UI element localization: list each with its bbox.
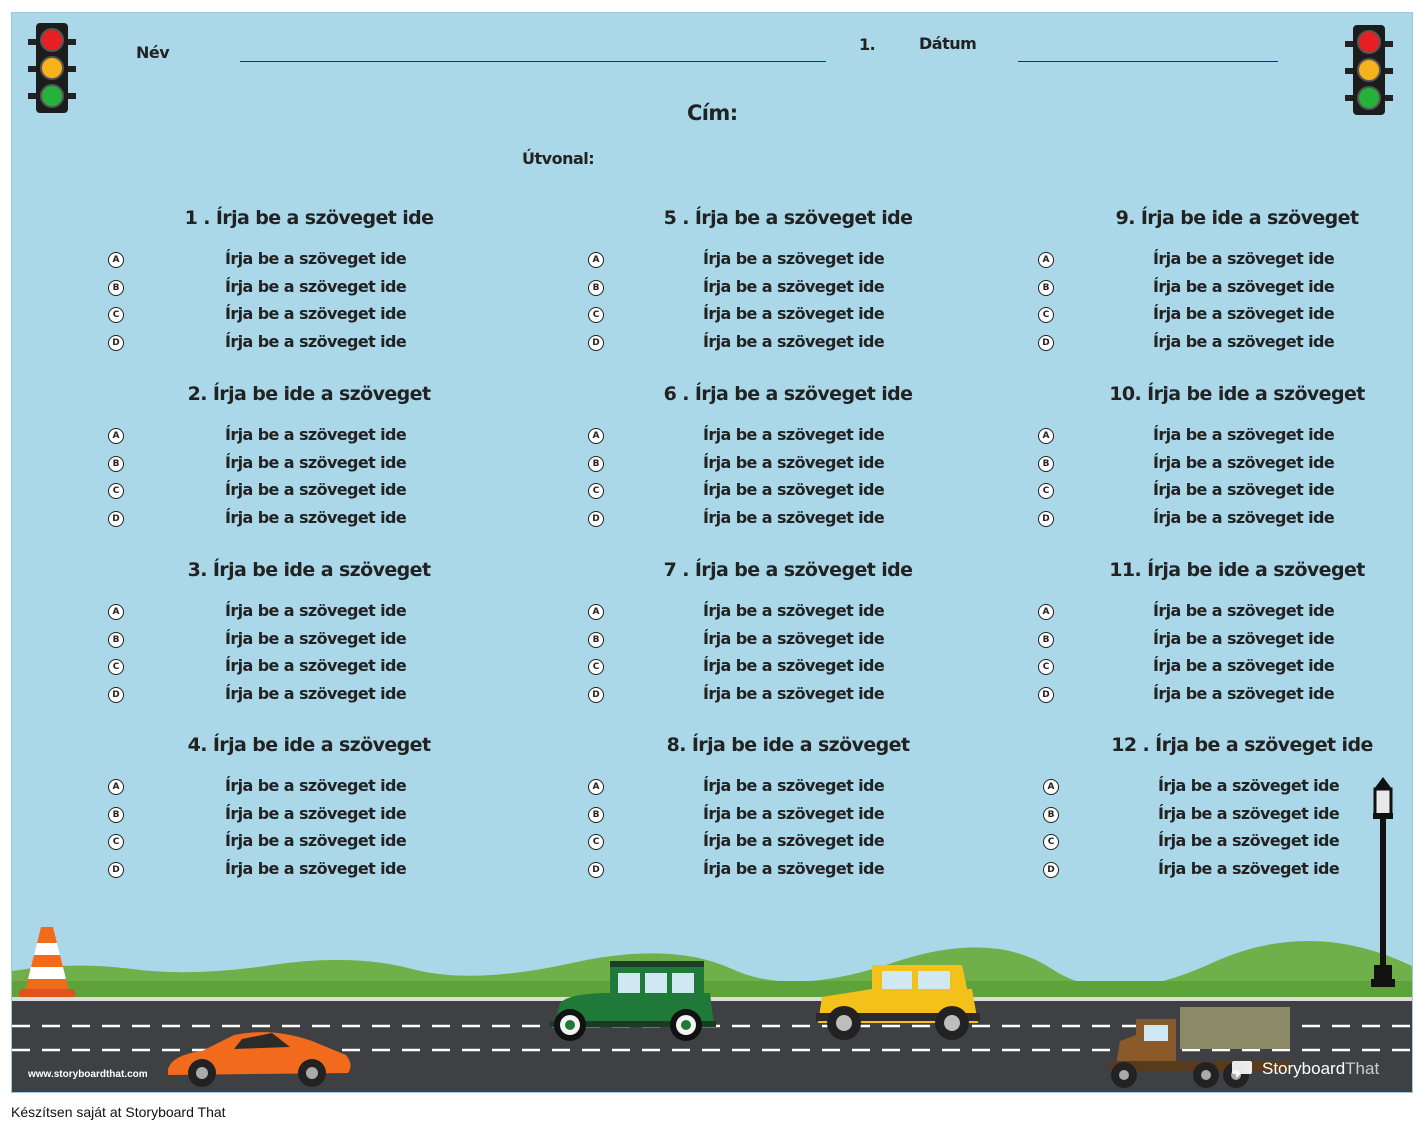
answer-option-text: Írja be a szöveget ide (225, 249, 407, 268)
answer-option-text: Írja be a szöveget ide (225, 304, 407, 324)
answer-option-text: Írja be a szöveget ide (225, 859, 407, 879)
answer-bubble-c[interactable]: C (588, 834, 604, 850)
answer-option-text: Írja be a szöveget ide (703, 601, 885, 620)
answer-bubble-b[interactable]: B (1043, 807, 1059, 823)
answer-option-text: Írja be a szöveget ide (703, 452, 885, 472)
answer-bubble-c[interactable]: C (108, 307, 124, 323)
answer-bubble-a[interactable]: A (108, 252, 124, 268)
question-title: 1 . Írja be a szöveget ide (184, 207, 434, 229)
answer-option-text: Írja be a szöveget ide (1153, 628, 1335, 648)
answer-option-text: Írja be a szöveget ide (225, 776, 407, 795)
answer-bubble-a[interactable]: A (108, 428, 124, 444)
answer-option-text: Írja be a szöveget ide (703, 249, 885, 268)
answer-option-text: Írja be a szöveget ide (225, 480, 407, 500)
answer-bubble-d[interactable]: D (108, 335, 124, 351)
answer-bubble-d[interactable]: D (588, 687, 604, 703)
answer-bubble-c[interactable]: C (1038, 659, 1054, 675)
answer-bubble-d[interactable]: D (1038, 511, 1054, 527)
answer-option-text: Írja be a szöveget ide (1158, 803, 1340, 823)
answer-bubble-d[interactable]: D (1043, 862, 1059, 878)
route-label: Útvonal: (522, 149, 595, 168)
answer-bubble-c[interactable]: C (588, 483, 604, 499)
answer-option-text: Írja be a szöveget ide (1153, 425, 1335, 444)
answer-option-text: Írja be a szöveget ide (703, 425, 885, 444)
answer-option-text: Írja be a szöveget ide (703, 304, 885, 324)
answer-bubble-d[interactable]: D (588, 335, 604, 351)
answer-option-text: Írja be a szöveget ide (225, 332, 407, 352)
question-title: 9. Írja be ide a szöveget (1115, 207, 1359, 229)
answer-bubble-b[interactable]: B (108, 807, 124, 823)
answer-bubble-c[interactable]: C (1038, 483, 1054, 499)
answer-option-text: Írja be a szöveget ide (1153, 276, 1335, 296)
brand-storyboard: Storyboard (1262, 1059, 1346, 1078)
answer-option-text: Írja be a szöveget ide (1153, 684, 1335, 704)
answer-option-text: Írja be a szöveget ide (225, 276, 407, 296)
question-title: 11. Írja be ide a szöveget (1109, 559, 1365, 581)
answer-bubble-a[interactable]: A (588, 428, 604, 444)
question-title: 10. Írja be ide a szöveget (1109, 383, 1365, 405)
answer-option-text: Írja be a szöveget ide (1158, 859, 1340, 879)
answer-bubble-a[interactable]: A (108, 779, 124, 795)
answer-option-text: Írja be a szöveget ide (703, 684, 885, 704)
answer-bubble-a[interactable]: A (588, 779, 604, 795)
answer-option-text: Írja be a szöveget ide (1153, 508, 1335, 528)
traffic-cone-icon (19, 925, 75, 1001)
answer-option-text: Írja be a szöveget ide (1153, 601, 1335, 620)
answer-bubble-d[interactable]: D (588, 511, 604, 527)
yellow-jeep-icon (812, 959, 984, 1043)
answer-option-text: Írja be a szöveget ide (1153, 452, 1335, 472)
footer-credit: Készítsen saját at Storyboard That (11, 1104, 226, 1120)
street-lamp-icon (1367, 775, 1399, 990)
answer-bubble-a[interactable]: A (1038, 252, 1054, 268)
answer-option-text: Írja be a szöveget ide (225, 656, 407, 676)
answer-bubble-b[interactable]: B (588, 456, 604, 472)
traffic-light-left-icon (18, 21, 86, 117)
answer-option-text: Írja be a szöveget ide (703, 508, 885, 528)
answer-option-text: Írja be a szöveget ide (703, 276, 885, 296)
answer-bubble-d[interactable]: D (1038, 335, 1054, 351)
speech-bubble-icon (1230, 1059, 1254, 1079)
answer-bubble-b[interactable]: B (588, 807, 604, 823)
answer-option-text: Írja be a szöveget ide (225, 831, 407, 851)
answer-option-text: Írja be a szöveget ide (225, 803, 407, 823)
answer-option-text: Írja be a szöveget ide (225, 601, 407, 620)
answer-bubble-c[interactable]: C (1038, 307, 1054, 323)
answer-bubble-c[interactable]: C (588, 659, 604, 675)
answer-bubble-c[interactable]: C (108, 483, 124, 499)
answer-bubble-a[interactable]: A (588, 604, 604, 620)
answer-bubble-a[interactable]: A (588, 252, 604, 268)
answer-option-text: Írja be a szöveget ide (225, 508, 407, 528)
answer-option-text: Írja be a szöveget ide (703, 656, 885, 676)
traffic-light-right-icon (1335, 23, 1403, 119)
answer-bubble-d[interactable]: D (1038, 687, 1054, 703)
storyboardthat-logo (1230, 1059, 1379, 1079)
answer-option-text: Írja be a szöveget ide (1153, 249, 1335, 268)
orange-sports-car-icon (162, 1025, 354, 1089)
answer-option-text: Írja be a szöveget ide (1153, 480, 1335, 500)
question-title: 4. Írja be ide a szöveget (187, 734, 431, 756)
answer-option-text: Írja be a szöveget ide (1158, 831, 1340, 851)
answer-option-text: Írja be a szöveget ide (703, 831, 885, 851)
storyboardthat-url: www.storyboardthat.com (28, 1069, 148, 1080)
answer-bubble-b[interactable]: B (108, 280, 124, 296)
name-line[interactable] (240, 61, 826, 62)
brand-that: That (1345, 1059, 1380, 1078)
answer-bubble-d[interactable]: D (588, 862, 604, 878)
answer-option-text: Írja be a szöveget ide (225, 452, 407, 472)
question-title: 2. Írja be ide a szöveget (187, 383, 431, 405)
answer-option-text: Írja be a szöveget ide (1153, 332, 1335, 352)
answer-bubble-b[interactable]: B (1038, 456, 1054, 472)
answer-option-text: Írja be a szöveget ide (703, 776, 885, 795)
sheet-number: 1. (859, 35, 876, 54)
answer-option-text: Írja be a szöveget ide (225, 684, 407, 704)
answer-option-text: Írja be a szöveget ide (703, 859, 885, 879)
answer-bubble-a[interactable]: A (1038, 428, 1054, 444)
answer-option-text: Írja be a szöveget ide (1158, 776, 1340, 795)
date-line[interactable] (1018, 61, 1278, 62)
question-title: 3. Írja be ide a szöveget (187, 559, 431, 581)
answer-bubble-b[interactable]: B (108, 456, 124, 472)
answer-bubble-c[interactable]: C (108, 659, 124, 675)
answer-option-text: Írja be a szöveget ide (225, 425, 407, 444)
title-label: Cím: (687, 101, 738, 125)
answer-bubble-a[interactable]: A (108, 604, 124, 620)
answer-bubble-d[interactable]: D (108, 862, 124, 878)
answer-option-text: Írja be a szöveget ide (703, 628, 885, 648)
answer-bubble-b[interactable]: B (588, 632, 604, 648)
name-label: Név (136, 43, 170, 62)
question-title: 5 . Írja be a szöveget ide (663, 207, 913, 229)
answer-option-text: Írja be a szöveget ide (1153, 656, 1335, 676)
answer-option-text: Írja be a szöveget ide (1153, 304, 1335, 324)
answer-bubble-b[interactable]: B (588, 280, 604, 296)
answer-bubble-c[interactable]: C (588, 307, 604, 323)
date-label: Dátum (919, 34, 977, 53)
worksheet (11, 12, 1413, 1093)
answer-bubble-d[interactable]: D (108, 511, 124, 527)
question-title: 7 . Írja be a szöveget ide (663, 559, 913, 581)
answer-option-text: Írja be a szöveget ide (703, 803, 885, 823)
green-vintage-car-icon (540, 959, 720, 1043)
answer-option-text: Írja be a szöveget ide (703, 332, 885, 352)
answer-bubble-a[interactable]: A (1043, 779, 1059, 795)
answer-bubble-b[interactable]: B (1038, 632, 1054, 648)
question-title: 8. Írja be ide a szöveget (666, 734, 910, 756)
answer-bubble-b[interactable]: B (1038, 280, 1054, 296)
answer-bubble-c[interactable]: C (1043, 834, 1059, 850)
answer-bubble-d[interactable]: D (108, 687, 124, 703)
question-title: 12 . Írja be a szöveget ide (1111, 734, 1373, 756)
answer-option-text: Írja be a szöveget ide (703, 480, 885, 500)
answer-bubble-a[interactable]: A (1038, 604, 1054, 620)
answer-bubble-b[interactable]: B (108, 632, 124, 648)
answer-option-text: Írja be a szöveget ide (225, 628, 407, 648)
answer-bubble-c[interactable]: C (108, 834, 124, 850)
question-title: 6 . Írja be a szöveget ide (663, 383, 913, 405)
